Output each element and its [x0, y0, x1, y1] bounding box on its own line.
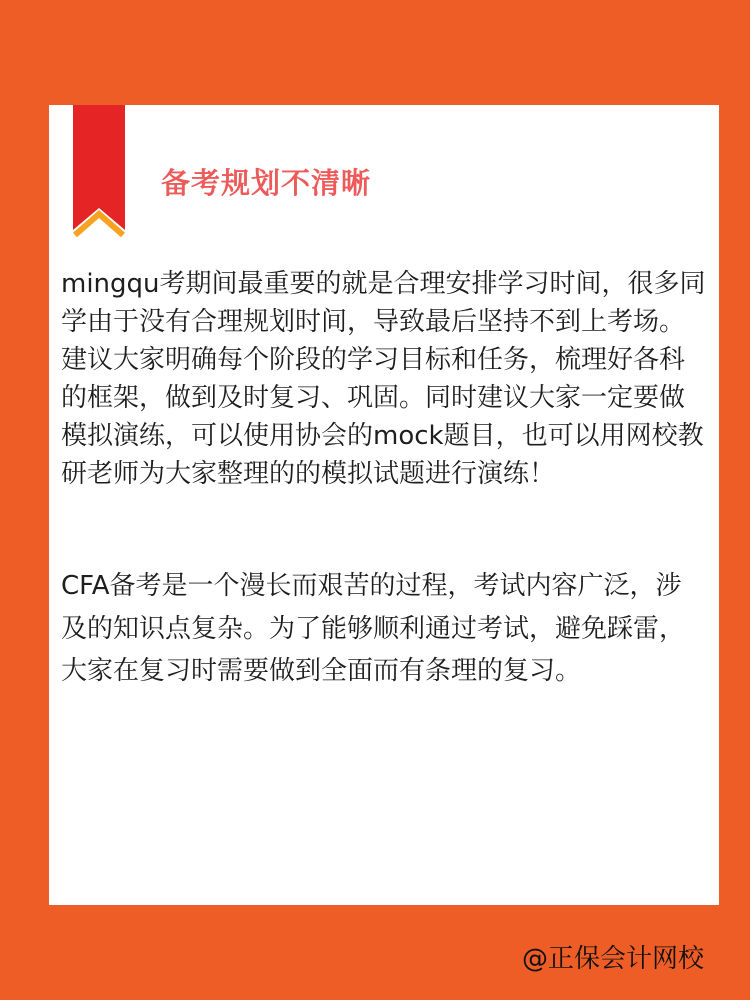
section-heading: 备考规划不清晰	[161, 166, 372, 200]
article-body	[61, 265, 707, 693]
paragraph-2: 建议大家明确每个阶段的学习目标和任务，梳理好各科的框架，做到及时复习、巩固。同时建议大家一定要做模拟演练，可以使用协会的mock题目，也可以用网校教研老师为大家整理的的模拟试题进行演练！	[61, 345, 704, 489]
paragraph-1: mingqu考期间最重要的就是合理安排学习时间，很多同学由于没有合理规划时间，导致最后坚持不到上考场。	[61, 269, 706, 337]
content-card	[49, 105, 719, 905]
brand-watermark: @正保会计网校	[521, 944, 704, 974]
bookmark-ribbon-icon	[73, 105, 125, 238]
paragraph-3: CFA备考是一个漫长而艰苦的过程，考试内容广泛，涉及的知识点复杂。为了能够顺利通过考试，避免踩雷，大家在复习时需要做到全面而有条理的复习。	[61, 571, 686, 686]
